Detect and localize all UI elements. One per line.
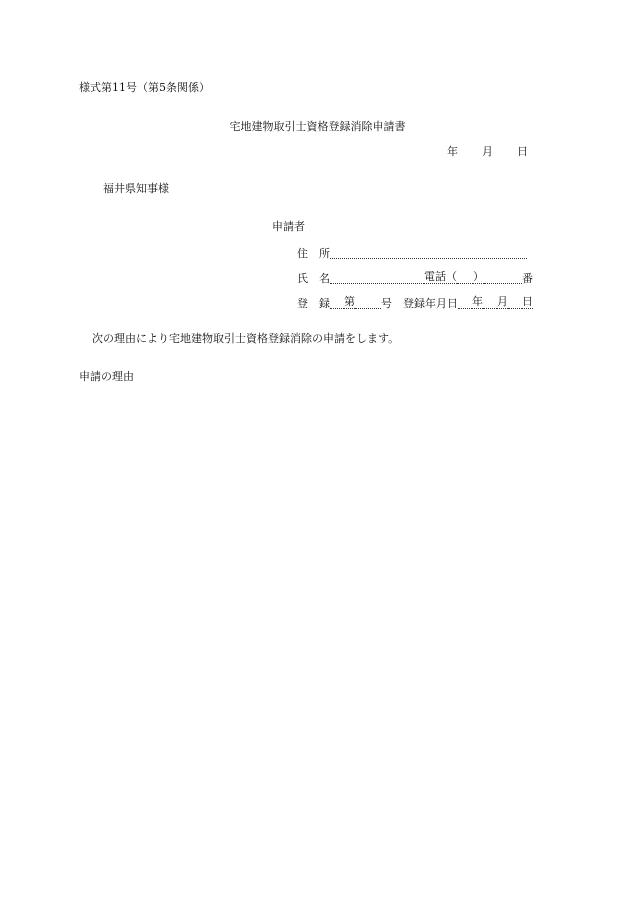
phone-close-paren: ）	[473, 270, 484, 283]
phone-suffix: 番	[522, 272, 533, 285]
address-row	[297, 246, 527, 259]
registration-spacer	[330, 296, 344, 309]
name-label-second: 名	[319, 272, 330, 285]
registration-day-label: 日	[522, 295, 533, 308]
registration-number-field[interactable]	[355, 296, 381, 309]
address-field[interactable]	[330, 246, 527, 259]
date-month-label: 月	[482, 145, 493, 158]
registration-month-field[interactable]	[483, 296, 497, 309]
registration-month-label: 月	[497, 295, 508, 308]
address-label-second: 所	[319, 247, 330, 260]
registration-date-label: 登録年月日	[403, 297, 458, 310]
name-row	[297, 271, 533, 284]
application-statement: 次の理由により宅地建物取引士資格登録消除の申請をします。	[92, 332, 400, 345]
registration-go: 号	[381, 297, 392, 310]
date-day-label: 日	[517, 145, 528, 158]
reason-heading: 申請の理由	[79, 370, 134, 383]
name-label-first: 氏	[297, 272, 308, 285]
phone-label: 電話（	[424, 270, 457, 283]
registration-label-second: 録	[319, 297, 330, 310]
applicant-heading: 申請者	[272, 220, 305, 233]
submission-date	[447, 146, 528, 157]
registration-day-field[interactable]	[508, 296, 522, 309]
registration-year-field[interactable]	[458, 296, 472, 309]
name-field[interactable]	[330, 271, 424, 284]
registration-row	[297, 296, 533, 309]
date-year-label: 年	[447, 145, 458, 158]
registration-dai: 第	[344, 295, 355, 308]
phone-area-code-field[interactable]	[457, 271, 473, 284]
document-title: 宅地建物取引士資格登録消除申請書	[229, 120, 406, 133]
phone-number-field[interactable]	[484, 271, 522, 284]
registration-label-first: 登	[297, 297, 308, 310]
form-number: 様式第11号（第5条関係）	[79, 81, 210, 94]
address-label-first: 住	[297, 247, 308, 260]
addressee: 福井県知事様	[103, 182, 169, 195]
registration-year-label: 年	[472, 295, 483, 308]
